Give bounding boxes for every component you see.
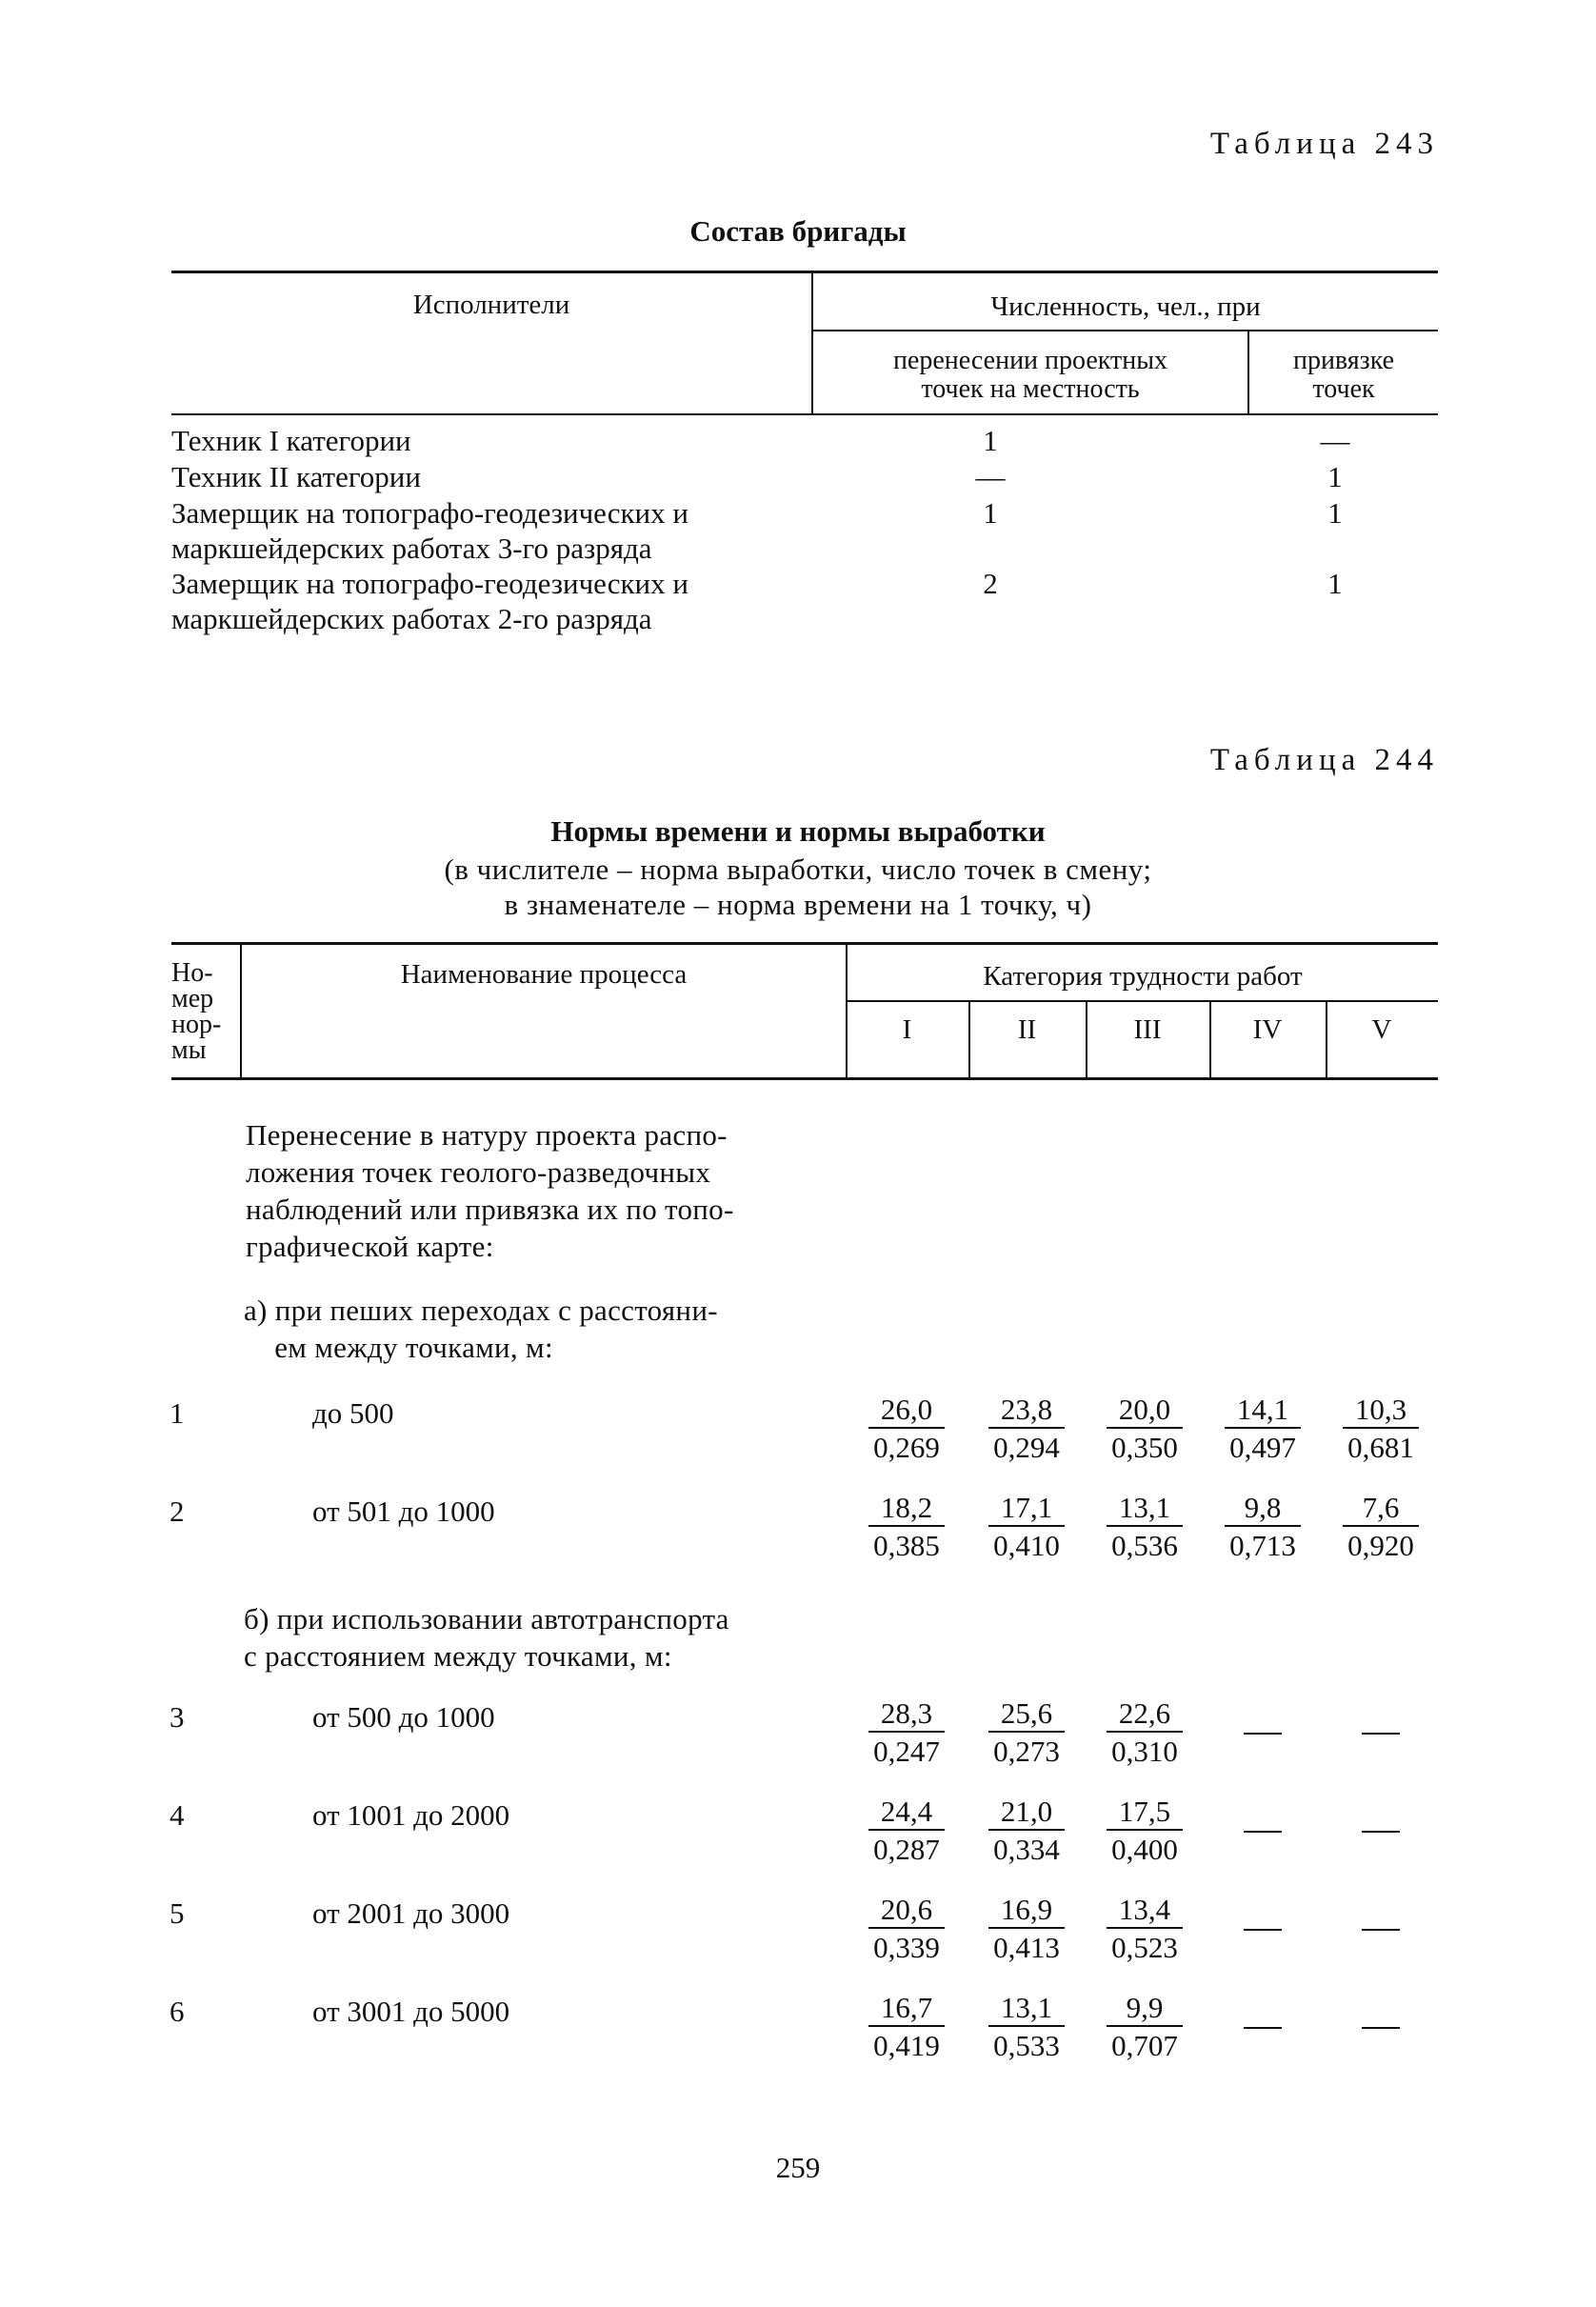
norm-output: 24,4 [880,1795,933,1828]
norm-output: 14,1 [1236,1393,1289,1426]
empty-value-dash [1244,1733,1282,1735]
empty-value-dash [1362,1733,1400,1735]
norm-fraction [857,1393,956,1467]
norm-number: 2 [170,1495,185,1528]
norm-fraction [977,1696,1076,1771]
norm-fraction [1331,1393,1430,1467]
norm-fraction [857,1991,956,2065]
header-cat-IV: IV [1252,1014,1283,1045]
section-a-heading: а) при пеших переходах с расстояни- ем между точками, м: [244,1294,718,1364]
norm-output: 16,7 [880,1991,933,2024]
norm-time: 0,247 [873,1735,940,1768]
norm-time: 0,273 [993,1735,1060,1768]
t244-top-rule [171,942,1438,945]
norm-fraction [977,1991,1076,2065]
norm-output: 17,1 [1000,1491,1053,1524]
t244-bottom-rule [171,1077,1438,1080]
norm-fraction [977,1393,1076,1467]
norm-number: 1 [170,1396,185,1430]
norm-time: 0,400 [1111,1833,1178,1866]
page-number: 259 [775,2151,821,2184]
norm-output: 9,8 [1244,1491,1282,1524]
header-process-name: Наименование процесса [400,959,688,990]
norm-output: 18,2 [880,1491,933,1524]
norm-fraction [1095,1696,1194,1771]
section-b-heading: б) при использовании автотранспорта с расстоянием между точками, м: [244,1602,729,1673]
norm-output: 28,3 [880,1696,933,1730]
norm-number: 3 [170,1700,185,1734]
count-transfer: 1 [983,424,998,457]
count-binding: 1 [1327,496,1343,530]
norm-fraction [857,1893,956,1967]
norm-output: 10,3 [1354,1393,1407,1426]
norm-time: 0,339 [873,1931,940,1964]
norm-fraction [1331,1491,1430,1565]
header-top-rule [171,271,1438,273]
norm-fraction [1095,1491,1194,1565]
norm-time: 0,269 [873,1431,940,1464]
norm-number: 4 [170,1798,185,1832]
norm-output: 13,1 [1118,1491,1171,1524]
header-category: Категория трудности работ [983,961,1303,992]
norm-output: 20,0 [1118,1393,1171,1426]
norm-fraction [1213,1393,1312,1467]
norm-time: 0,294 [993,1431,1060,1464]
norm-fraction [977,1893,1076,1967]
header-norm-number: Но- мер нор- мы [171,958,222,1065]
norm-output: 26,0 [880,1393,933,1426]
norm-output: 21,0 [1000,1795,1053,1828]
header-bottom-rule [171,413,1438,415]
norm-time: 0,310 [1111,1735,1178,1768]
count-transfer: 1 [983,496,998,530]
header-mid-rule [811,330,1438,331]
header-col-transfer: перенесении проектных точек на местность [892,346,1168,404]
table-244-caption: Таблица 244 [1209,743,1439,777]
count-transfer: 2 [983,567,998,600]
table-244-title: Нормы времени и нормы выработки [550,814,1046,848]
count-binding: 1 [1327,460,1343,493]
norm-output: 25,6 [1000,1696,1053,1730]
norm-fraction [977,1491,1076,1565]
norm-output: 7,6 [1362,1491,1400,1524]
empty-value-dash [1362,1929,1400,1931]
header-cat-V: V [1371,1014,1392,1045]
norm-number: 5 [170,1896,185,1930]
count-binding: — [1320,424,1350,457]
header-count-group: Численность, чел., при [990,291,1261,322]
table-244-subtitle-2: в знаменателе – норма времени на 1 точку, ч) [504,888,1092,921]
process-distance: до 500 [312,1396,394,1430]
norm-time: 0,497 [1229,1431,1296,1464]
performer-name: Техник I категории [171,424,411,457]
norm-output: 16,9 [1000,1893,1053,1926]
empty-value-dash [1362,1831,1400,1833]
norm-time: 0,419 [873,2029,940,2062]
header-col-binding: привязке точек [1292,346,1395,404]
empty-value-dash [1244,1831,1282,1833]
norm-fraction [1095,1991,1194,2065]
empty-value-dash [1244,1929,1282,1931]
norm-time: 0,410 [993,1529,1060,1562]
header-cat-II: II [1017,1014,1037,1045]
norm-time: 0,681 [1347,1431,1414,1464]
performer-name: Замерщик на топографо-геодезических и маркшейдерских работах 3-го разряда [171,496,688,565]
norm-fraction [1095,1393,1194,1467]
norm-time: 0,920 [1347,1529,1414,1562]
norm-output: 9,9 [1126,1991,1164,2024]
norm-fraction [1095,1893,1194,1967]
t244-cat-rule [846,1000,1438,1002]
header-cat-I: I [902,1014,912,1045]
norm-fraction [857,1491,956,1565]
norm-time: 0,287 [873,1833,940,1866]
process-intro: Перенесение в натуру проекта распо- ложения точек геолого-разведочных наблюдений или привязка их по топо- графической карте: [246,1118,734,1263]
norm-time: 0,334 [993,1833,1060,1866]
norm-time: 0,707 [1111,2029,1178,2062]
count-transfer: — [975,460,1006,493]
norm-fraction [1095,1795,1194,1869]
norm-time: 0,385 [873,1529,940,1562]
norm-output: 17,5 [1118,1795,1171,1828]
norm-time: 0,536 [1111,1529,1178,1562]
norm-time: 0,713 [1229,1529,1296,1562]
norm-output: 22,6 [1118,1696,1171,1730]
norm-fraction [857,1795,956,1869]
process-distance: от 2001 до 3000 [312,1896,510,1930]
header-performers: Исполнители [412,290,570,320]
empty-value-dash [1244,2027,1282,2029]
table-244-subtitle-1: (в числителе – норма выработки, число точек в смену; [444,853,1152,886]
empty-value-dash [1362,2027,1400,2029]
process-distance: от 501 до 1000 [312,1495,495,1528]
norm-time: 0,350 [1111,1431,1178,1464]
norm-fraction [1213,1491,1312,1565]
norm-time: 0,533 [993,2029,1060,2062]
count-binding: 1 [1327,567,1343,600]
process-distance: от 3001 до 5000 [312,1995,510,2028]
norm-output: 13,4 [1118,1893,1171,1926]
performer-name: Техник II категории [171,460,421,493]
norm-fraction [977,1795,1076,1869]
norm-time: 0,413 [993,1931,1060,1964]
norm-output: 13,1 [1000,1991,1053,2024]
performer-name: Замерщик на топографо-геодезических и маркшейдерских работах 2-го разряда [171,567,688,635]
process-distance: от 1001 до 2000 [312,1798,510,1832]
norm-fraction [857,1696,956,1771]
norm-output: 23,8 [1000,1393,1053,1426]
norm-output: 20,6 [880,1893,933,1926]
norm-time: 0,523 [1111,1931,1178,1964]
header-cat-III: III [1133,1014,1162,1045]
norm-number: 6 [170,1995,185,2028]
table-243-title: Состав бригады [689,214,907,248]
table-243-caption: Таблица 243 [1209,127,1439,161]
process-distance: от 500 до 1000 [312,1700,495,1734]
